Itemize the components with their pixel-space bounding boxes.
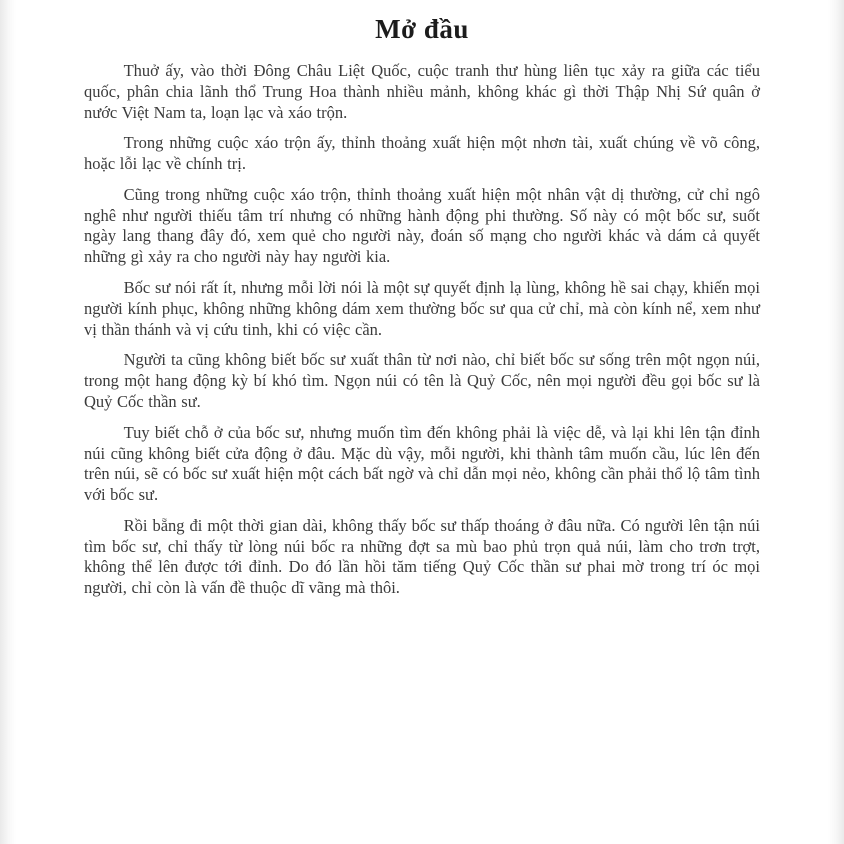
- paragraph-2: Trong những cuộc xáo trộn ấy, thỉnh thoảng xuất hiện một nhơn tài, xuất chúng về võ công, hoặc lỗi lạc về chính trị.: [84, 133, 760, 174]
- paragraph-7: Rồi bẵng đi một thời gian dài, không thấy bốc sư thấp thoáng ở đâu nữa. Có người lên tận núi tìm bốc sư, chỉ thấy từ lòng núi bốc ra những đợt sa mù bao phủ trọn quả núi, làm cho trơn trợt, không thể lên được tới đỉnh. Do đó lần hồi tăm tiếng Quỷ Cốc thần sư phai mờ trong trí óc mọi người, chỉ còn là vấn đề thuộc dĩ vãng mà thôi.: [84, 515, 760, 598]
- paragraph-6: Tuy biết chỗ ở của bốc sư, nhưng muốn tìm đến không phải là việc dễ, và lại khi lên tận đỉnh núi cũng không biết cửa động ở đâu. Mặc dù vậy, mỗi người, khi thành tâm muốn cầu, lúc lên đến trên núi, sẽ có bốc sư xuất hiện một cách bất ngờ và chỉ dẫn mọi nẻo, không cần phải thổ lộ tâm tình với bốc sư.: [84, 422, 760, 505]
- paragraph-1: Thuở ấy, vào thời Đông Châu Liệt Quốc, cuộc tranh thư hùng liên tục xảy ra giữa các tiểu quốc, phân chia lãnh thổ Trung Hoa thành nhiều mảnh, không khác gì thời Thập Nhị Sứ quân ở nước Việt Nam ta, loạn lạc và xáo trộn.: [84, 61, 760, 122]
- page-title: Mở đầu: [375, 14, 469, 44]
- paragraph-5: Người ta cũng không biết bốc sư xuất thân từ nơi nào, chỉ biết bốc sư sống trên một ngọn núi, trong một hang động kỳ bí khó tìm. Ngọn núi có tên là Quỷ Cốc, nên mọi người đều gọi bốc sư là Quỷ Cốc thần sư.: [84, 350, 760, 411]
- paragraph-3: Cũng trong những cuộc xáo trộn, thỉnh thoảng xuất hiện một nhân vật dị thường, cử chỉ ngô nghê như người thiếu tâm trí nhưng có những hành động phi thường. Số này có một bốc sư, suốt ngày lang thang đây đó, xem quẻ cho người này, đoán số mạng cho người khác và dám cả quyết những gì xảy ra cho người này hay người kia.: [84, 184, 760, 267]
- paragraph-4: Bốc sư nói rất ít, nhưng mỗi lời nói là một sự quyết định lạ lùng, không hề sai chạy, khiến mọi người kính phục, không những không dám xem thường bốc sư qua cử chỉ, mà còn kính nể, xem như vị thần thánh và vị cứu tinh, khi có việc cần.: [84, 278, 760, 339]
